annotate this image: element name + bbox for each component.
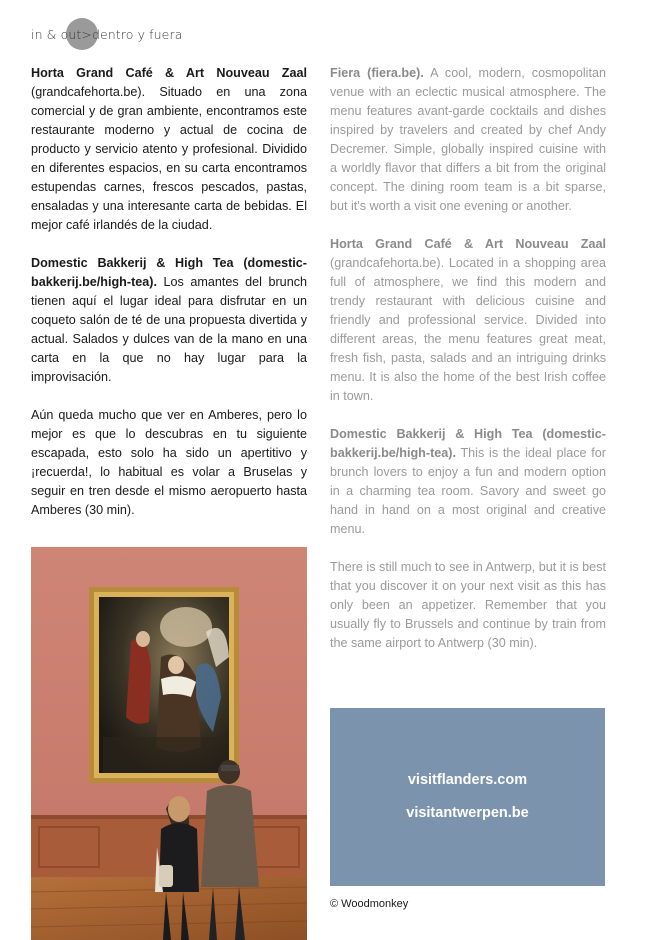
page-header <box>31 21 182 47</box>
english-paragraph-horta <box>330 235 606 406</box>
link-visitantwerpen[interactable]: visitantwerpen.be <box>406 805 529 821</box>
museum-photo <box>31 547 307 940</box>
link-visitflanders[interactable]: visitflanders.com <box>407 772 528 788</box>
spanish-horta-title: Horta Grand Café & Art Nouveau Zaal <box>31 66 307 80</box>
english-horta-text: (grandcafehorta.be). Located in a shopping area full of atmosphere, we find this modern and trendy restaurant with delicious cuisine and friendly and professional service. Divided into different areas, the menu features great meat, fresh fish, pasta, salads and an intriguing drinks menu. It is also the home of the best Irish coffee in town. <box>330 256 606 403</box>
spanish-horta-text: (grandcafehorta.be). Situado en una zona comercial y de gran ambiente, encontramos este restaurante moderno y actual de cocina de producto y servicio atento y profesional. Dividido en diferentes espacios, en su carta encontramos estupendas carnes, frescos pescados, pastas, ensaladas y una interesante carta de bebidas. El mejor café irlandés de la ciudad. <box>31 85 307 232</box>
header-section-es: dentro y fuera <box>91 26 183 42</box>
header-section-en: in & out <box>31 26 82 42</box>
links-box <box>330 708 605 886</box>
photo-credit: © Woodmonkey <box>330 898 409 910</box>
header-separator: > <box>81 26 92 42</box>
english-paragraph-fiera <box>330 64 606 216</box>
spanish-paragraph-closing: Aún queda mucho que ver en Amberes, pero lo mejor es que lo descubras en tu siguiente escapada, esto solo ha sido un apertitivo y ¡recuerda!, lo habitual es volar a Bruselas y seguir en tren desde el mismo aeropuerto hasta Amberes (30 min). <box>31 408 307 517</box>
spanish-bakkerij-text: Los amantes del brunch tienen aquí el lugar ideal para disfrutar en un coqueto salón de té de una propuesta divertida y actual. Salados y dulces van de la mano en una carta en la que no hay lugar para la improvisación. <box>31 275 307 384</box>
english-horta-title: Horta Grand Café & Art Nouveau Zaal <box>330 237 606 251</box>
english-paragraph-bakkerij <box>330 425 606 539</box>
spanish-column <box>31 64 307 539</box>
spanish-paragraph-horta <box>31 64 307 235</box>
english-fiera-text: A cool, modern, cosmopolitan venue with an eclectic musical atmosphere. The menu features avant-garde cocktails and dishes inspired by travelers and created by chef Andy Decremer. Simple, globally inspired cuisine with a worldly flavor that differs a bit from the original concept. The dining room team is a bit sparse, but it's worth a visit one evening or another. <box>330 66 606 213</box>
spanish-paragraph-bakkerij <box>31 254 307 387</box>
english-paragraph-closing: There is still much to see in Antwerp, but it is best that you discover it on your next visit as this has only been an appetizer. Remember that you usually fly to Brussels and continue by train from the same airport to Antwerp (30 min). <box>330 560 606 650</box>
english-column <box>330 64 606 672</box>
spanish-bakkerij-title: Domestic Bakkerij & High Tea (domestic-bakkerij.be/high-tea). <box>31 256 307 289</box>
english-bakkerij-title: Domestic Bakkerij & High Tea (domestic-bakkerij.be/high-tea). <box>330 427 606 460</box>
english-bakkerij-text: This is the ideal place for brunch lovers to enjoy a fun and modern option in a charming tea room. Savory and sweet go hand in hand on a most original and creative menu. <box>330 446 606 536</box>
english-fiera-title: Fiera (fiera.be). <box>330 66 424 80</box>
